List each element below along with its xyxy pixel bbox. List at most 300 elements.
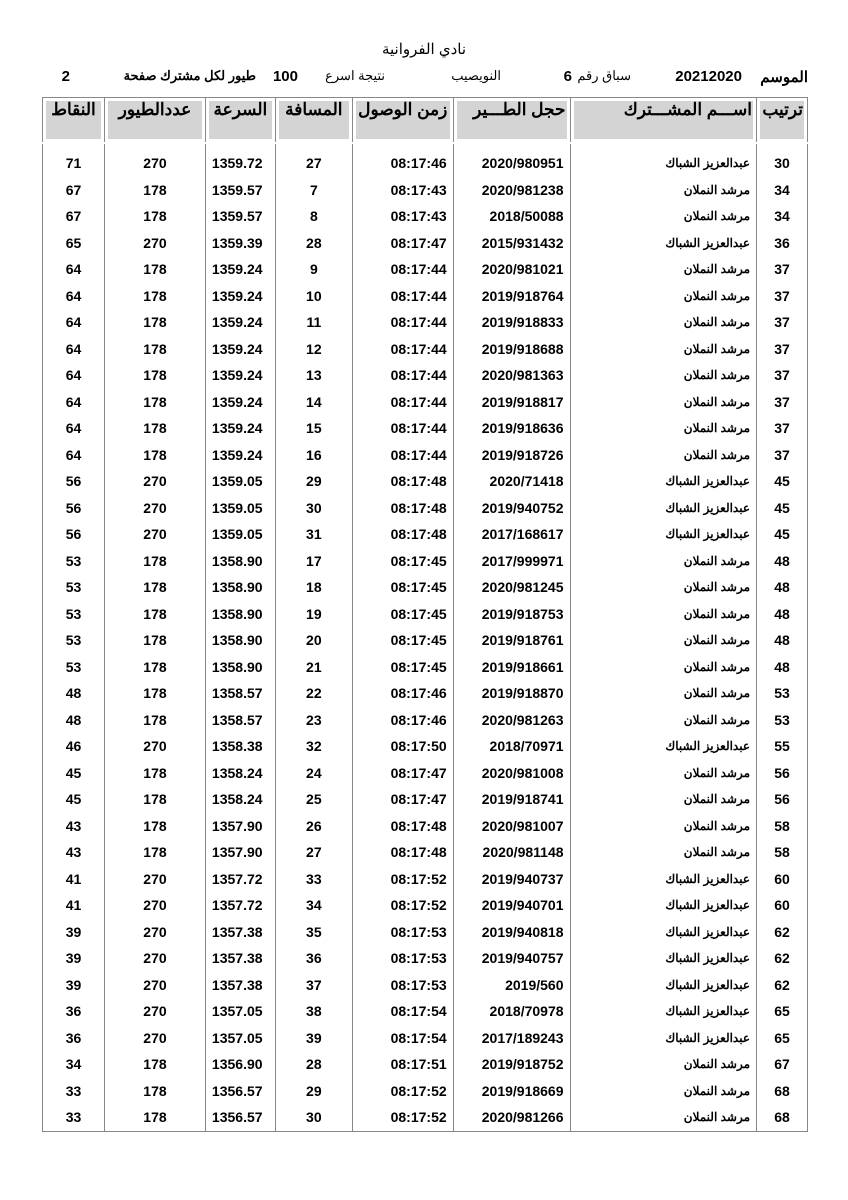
- cell-speed: 1357.05: [205, 998, 275, 1025]
- table-row: [43, 521, 808, 548]
- cell-distance: 7: [275, 177, 352, 204]
- cell-speed: 1358.90: [205, 654, 275, 681]
- cell-arrival-time: 08:17:44: [352, 256, 453, 283]
- cell-speed: 1356.90: [205, 1051, 275, 1078]
- cell-ring-number: 2018/70978: [453, 998, 570, 1025]
- cell-rank: 34: [757, 203, 808, 230]
- cell-arrival-time: 08:17:51: [352, 1051, 453, 1078]
- table-row: [43, 839, 808, 866]
- cell-points: 33: [43, 1104, 105, 1131]
- cell-speed: 1358.38: [205, 733, 275, 760]
- cell-distance: 38: [275, 998, 352, 1025]
- table-row: [43, 415, 808, 442]
- cell-bird-count: 178: [105, 203, 206, 230]
- cell-ring-number: 2019/918636: [453, 415, 570, 442]
- header-arrival-time: زمن الوصول: [352, 98, 453, 144]
- fastest-label: نتيجة اسرع: [325, 68, 385, 83]
- table-row: [43, 786, 808, 813]
- cell-member-name: مرشد النملان: [570, 839, 757, 866]
- table-row: [43, 654, 808, 681]
- cell-speed: 1359.05: [205, 495, 275, 522]
- cell-bird-count: 178: [105, 256, 206, 283]
- cell-speed: 1356.57: [205, 1104, 275, 1131]
- cell-member-name: مرشد النملان: [570, 336, 757, 363]
- cell-points: 39: [43, 972, 105, 999]
- cell-ring-number: 2020/981363: [453, 362, 570, 389]
- cell-member-name: عبدالعزيز الشباك: [570, 998, 757, 1025]
- cell-bird-count: 178: [105, 707, 206, 734]
- header-rank: ترتيب: [757, 98, 808, 144]
- cell-arrival-time: 08:17:50: [352, 733, 453, 760]
- cell-ring-number: 2020/981245: [453, 574, 570, 601]
- cell-points: 39: [43, 945, 105, 972]
- cell-points: 36: [43, 998, 105, 1025]
- cell-points: 33: [43, 1078, 105, 1105]
- cell-arrival-time: 08:17:52: [352, 866, 453, 893]
- cell-distance: 30: [275, 1104, 352, 1131]
- cell-member-name: مرشد النملان: [570, 177, 757, 204]
- cell-distance: 28: [275, 230, 352, 257]
- cell-points: 64: [43, 309, 105, 336]
- cell-rank: 37: [757, 362, 808, 389]
- cell-ring-number: 2019/940757: [453, 945, 570, 972]
- cell-points: 36: [43, 1025, 105, 1052]
- cell-speed: 1359.05: [205, 521, 275, 548]
- club-title: نادي الفروانية: [381, 41, 467, 58]
- cell-rank: 62: [757, 919, 808, 946]
- cell-speed: 1358.90: [205, 627, 275, 654]
- cell-speed: 1358.24: [205, 786, 275, 813]
- table-row: [43, 1078, 808, 1105]
- cell-member-name: مرشد النملان: [570, 786, 757, 813]
- cell-speed: 1359.24: [205, 256, 275, 283]
- cell-member-name: عبدالعزيز الشباك: [570, 495, 757, 522]
- cell-ring-number: 2019/918752: [453, 1051, 570, 1078]
- cell-points: 71: [43, 143, 105, 177]
- cell-rank: 34: [757, 177, 808, 204]
- cell-speed: 1358.24: [205, 760, 275, 787]
- cell-arrival-time: 08:17:44: [352, 415, 453, 442]
- table-row: [43, 733, 808, 760]
- cell-ring-number: 2019/940752: [453, 495, 570, 522]
- cell-bird-count: 178: [105, 336, 206, 363]
- cell-rank: 56: [757, 760, 808, 787]
- cell-ring-number: 2019/918817: [453, 389, 570, 416]
- cell-arrival-time: 08:17:45: [352, 601, 453, 628]
- cell-speed: 1357.72: [205, 892, 275, 919]
- cell-member-name: مرشد النملان: [570, 415, 757, 442]
- cell-bird-count: 270: [105, 521, 206, 548]
- cell-member-name: مرشد النملان: [570, 574, 757, 601]
- cell-arrival-time: 08:17:48: [352, 468, 453, 495]
- header-speed: السرعة: [205, 98, 275, 144]
- cell-member-name: مرشد النملان: [570, 389, 757, 416]
- cell-points: 53: [43, 574, 105, 601]
- cell-distance: 12: [275, 336, 352, 363]
- table-row: [43, 230, 808, 257]
- cell-bird-count: 178: [105, 760, 206, 787]
- cell-arrival-time: 08:17:47: [352, 786, 453, 813]
- cell-speed: 1359.24: [205, 389, 275, 416]
- cell-distance: 36: [275, 945, 352, 972]
- table-row: [43, 1051, 808, 1078]
- table-row: [43, 866, 808, 893]
- cell-arrival-time: 08:17:44: [352, 362, 453, 389]
- season-label: الموسم: [760, 69, 808, 86]
- table-row: [43, 1025, 808, 1052]
- table-row: [43, 945, 808, 972]
- cell-member-name: مرشد النملان: [570, 707, 757, 734]
- table-row: [43, 362, 808, 389]
- cell-distance: 30: [275, 495, 352, 522]
- cell-rank: 60: [757, 866, 808, 893]
- cell-arrival-time: 08:17:47: [352, 230, 453, 257]
- cell-ring-number: 2020/71418: [453, 468, 570, 495]
- cell-bird-count: 270: [105, 892, 206, 919]
- cell-bird-count: 270: [105, 495, 206, 522]
- cell-member-name: مرشد النملان: [570, 283, 757, 310]
- cell-bird-count: 178: [105, 548, 206, 575]
- header-ring-number: حجل الطـــير: [453, 98, 570, 144]
- cell-points: 65: [43, 230, 105, 257]
- table-row: [43, 892, 808, 919]
- cell-rank: 37: [757, 283, 808, 310]
- cell-rank: 65: [757, 1025, 808, 1052]
- table-row: [43, 601, 808, 628]
- cell-ring-number: 2020/981148: [453, 839, 570, 866]
- cell-points: 39: [43, 919, 105, 946]
- cell-member-name: عبدالعزيز الشباك: [570, 972, 757, 999]
- cell-bird-count: 270: [105, 230, 206, 257]
- cell-speed: 1359.24: [205, 309, 275, 336]
- cell-distance: 18: [275, 574, 352, 601]
- header-member-name: اســـم المشـــترك: [570, 98, 757, 144]
- cell-rank: 45: [757, 521, 808, 548]
- cell-arrival-time: 08:17:48: [352, 813, 453, 840]
- cell-speed: 1359.57: [205, 177, 275, 204]
- cell-arrival-time: 08:17:46: [352, 143, 453, 177]
- cell-arrival-time: 08:17:53: [352, 919, 453, 946]
- cell-distance: 29: [275, 1078, 352, 1105]
- cell-points: 64: [43, 336, 105, 363]
- cell-distance: 10: [275, 283, 352, 310]
- cell-distance: 22: [275, 680, 352, 707]
- cell-ring-number: 2019/918661: [453, 654, 570, 681]
- cell-distance: 32: [275, 733, 352, 760]
- cell-ring-number: 2020/981263: [453, 707, 570, 734]
- cell-bird-count: 178: [105, 389, 206, 416]
- cell-points: 41: [43, 892, 105, 919]
- cell-distance: 11: [275, 309, 352, 336]
- cell-member-name: عبدالعزيز الشباك: [570, 230, 757, 257]
- cell-speed: 1359.72: [205, 143, 275, 177]
- page-number: 2: [61, 68, 70, 85]
- cell-member-name: عبدالعزيز الشباك: [570, 521, 757, 548]
- cell-distance: 29: [275, 468, 352, 495]
- cell-distance: 31: [275, 521, 352, 548]
- cell-bird-count: 270: [105, 998, 206, 1025]
- cell-bird-count: 178: [105, 786, 206, 813]
- cell-member-name: مرشد النملان: [570, 309, 757, 336]
- cell-ring-number: 2019/918726: [453, 442, 570, 469]
- cell-points: 64: [43, 362, 105, 389]
- table-row: [43, 336, 808, 363]
- cell-speed: 1358.90: [205, 601, 275, 628]
- cell-distance: 33: [275, 866, 352, 893]
- table-row: [43, 813, 808, 840]
- table-row: [43, 442, 808, 469]
- cell-arrival-time: 08:17:44: [352, 309, 453, 336]
- cell-distance: 9: [275, 256, 352, 283]
- cell-ring-number: 2017/168617: [453, 521, 570, 548]
- cell-points: 64: [43, 389, 105, 416]
- cell-member-name: مرشد النملان: [570, 203, 757, 230]
- cell-distance: 37: [275, 972, 352, 999]
- cell-ring-number: 2020/981266: [453, 1104, 570, 1131]
- cell-bird-count: 178: [105, 1078, 206, 1105]
- race-label: سباق رقم: [577, 68, 631, 83]
- cell-ring-number: 2019/918688: [453, 336, 570, 363]
- cell-arrival-time: 08:17:53: [352, 945, 453, 972]
- cell-member-name: مرشد النملان: [570, 601, 757, 628]
- cell-member-name: عبدالعزيز الشباك: [570, 143, 757, 177]
- cell-distance: 35: [275, 919, 352, 946]
- cell-arrival-time: 08:17:45: [352, 574, 453, 601]
- cell-distance: 25: [275, 786, 352, 813]
- cell-speed: 1357.90: [205, 813, 275, 840]
- race-name: النويصيب: [451, 68, 501, 83]
- cell-arrival-time: 08:17:48: [352, 521, 453, 548]
- cell-points: 45: [43, 760, 105, 787]
- cell-member-name: عبدالعزيز الشباك: [570, 866, 757, 893]
- cell-arrival-time: 08:17:54: [352, 998, 453, 1025]
- cell-arrival-time: 08:17:48: [352, 495, 453, 522]
- cell-speed: 1358.90: [205, 548, 275, 575]
- cell-distance: 14: [275, 389, 352, 416]
- cell-bird-count: 178: [105, 680, 206, 707]
- cell-bird-count: 270: [105, 919, 206, 946]
- cell-arrival-time: 08:17:44: [352, 389, 453, 416]
- cell-rank: 60: [757, 892, 808, 919]
- cell-bird-count: 178: [105, 309, 206, 336]
- cell-arrival-time: 08:17:44: [352, 283, 453, 310]
- cell-rank: 55: [757, 733, 808, 760]
- cell-rank: 53: [757, 680, 808, 707]
- cell-speed: 1357.38: [205, 945, 275, 972]
- cell-rank: 48: [757, 574, 808, 601]
- cell-bird-count: 178: [105, 627, 206, 654]
- cell-ring-number: 2019/918741: [453, 786, 570, 813]
- cell-points: 34: [43, 1051, 105, 1078]
- cell-points: 64: [43, 415, 105, 442]
- cell-arrival-time: 08:17:48: [352, 839, 453, 866]
- cell-points: 67: [43, 203, 105, 230]
- cell-distance: 27: [275, 839, 352, 866]
- cell-rank: 48: [757, 627, 808, 654]
- cell-distance: 15: [275, 415, 352, 442]
- cell-rank: 45: [757, 468, 808, 495]
- cell-distance: 17: [275, 548, 352, 575]
- cell-points: 45: [43, 786, 105, 813]
- cell-rank: 53: [757, 707, 808, 734]
- cell-speed: 1356.57: [205, 1078, 275, 1105]
- cell-points: 53: [43, 548, 105, 575]
- cell-points: 53: [43, 627, 105, 654]
- cell-distance: 13: [275, 362, 352, 389]
- cell-member-name: مرشد النملان: [570, 813, 757, 840]
- cell-bird-count: 178: [105, 654, 206, 681]
- cell-arrival-time: 08:17:46: [352, 707, 453, 734]
- cell-ring-number: 2015/931432: [453, 230, 570, 257]
- table-row: [43, 680, 808, 707]
- cell-speed: 1358.57: [205, 707, 275, 734]
- cell-points: 53: [43, 601, 105, 628]
- cell-speed: 1359.24: [205, 415, 275, 442]
- cell-rank: 37: [757, 256, 808, 283]
- race-info: [42, 68, 808, 92]
- cell-ring-number: 2017/999971: [453, 548, 570, 575]
- cell-points: 56: [43, 495, 105, 522]
- cell-ring-number: 2020/981007: [453, 813, 570, 840]
- cell-points: 67: [43, 177, 105, 204]
- cell-rank: 65: [757, 998, 808, 1025]
- cell-rank: 30: [757, 143, 808, 177]
- cell-arrival-time: 08:17:54: [352, 1025, 453, 1052]
- cell-arrival-time: 08:17:44: [352, 442, 453, 469]
- cell-ring-number: 2019/918870: [453, 680, 570, 707]
- cell-points: 53: [43, 654, 105, 681]
- cell-points: 46: [43, 733, 105, 760]
- cell-ring-number: 2019/918761: [453, 627, 570, 654]
- cell-speed: 1359.24: [205, 336, 275, 363]
- cell-points: 56: [43, 468, 105, 495]
- cell-ring-number: 2019/940701: [453, 892, 570, 919]
- cell-rank: 37: [757, 389, 808, 416]
- cell-points: 64: [43, 442, 105, 469]
- table-row: [43, 574, 808, 601]
- results-table: [42, 97, 808, 1132]
- cell-bird-count: 178: [105, 177, 206, 204]
- cell-bird-count: 178: [105, 574, 206, 601]
- cell-member-name: مرشد النملان: [570, 1104, 757, 1131]
- cell-member-name: مرشد النملان: [570, 548, 757, 575]
- cell-rank: 68: [757, 1078, 808, 1105]
- cell-distance: 26: [275, 813, 352, 840]
- cell-member-name: مرشد النملان: [570, 680, 757, 707]
- cell-rank: 36: [757, 230, 808, 257]
- cell-bird-count: 178: [105, 1104, 206, 1131]
- cell-bird-count: 270: [105, 733, 206, 760]
- cell-distance: 34: [275, 892, 352, 919]
- cell-points: 48: [43, 707, 105, 734]
- cell-ring-number: 2019/940737: [453, 866, 570, 893]
- cell-member-name: مرشد النملان: [570, 1078, 757, 1105]
- table-row: [43, 1104, 808, 1131]
- cell-speed: 1357.38: [205, 919, 275, 946]
- cell-speed: 1359.24: [205, 362, 275, 389]
- header-points: النقاط: [43, 98, 105, 144]
- cell-rank: 58: [757, 813, 808, 840]
- fastest-value: 100: [272, 68, 298, 85]
- table-row: [43, 998, 808, 1025]
- cell-distance: 20: [275, 627, 352, 654]
- cell-ring-number: 2019/940818: [453, 919, 570, 946]
- cell-points: 64: [43, 283, 105, 310]
- cell-points: 48: [43, 680, 105, 707]
- cell-member-name: عبدالعزيز الشباك: [570, 1025, 757, 1052]
- cell-points: 43: [43, 813, 105, 840]
- cell-points: 43: [43, 839, 105, 866]
- cell-arrival-time: 08:17:43: [352, 203, 453, 230]
- cell-speed: 1357.90: [205, 839, 275, 866]
- cell-bird-count: 270: [105, 468, 206, 495]
- cell-rank: 68: [757, 1104, 808, 1131]
- cell-distance: 21: [275, 654, 352, 681]
- cell-member-name: مرشد النملان: [570, 1051, 757, 1078]
- cell-bird-count: 178: [105, 839, 206, 866]
- cell-arrival-time: 08:17:43: [352, 177, 453, 204]
- table-row: [43, 203, 808, 230]
- cell-arrival-time: 08:17:45: [352, 627, 453, 654]
- cell-distance: 19: [275, 601, 352, 628]
- cell-bird-count: 178: [105, 1051, 206, 1078]
- cell-distance: 28: [275, 1051, 352, 1078]
- cell-distance: 16: [275, 442, 352, 469]
- cell-speed: 1359.05: [205, 468, 275, 495]
- cell-rank: 58: [757, 839, 808, 866]
- cell-rank: 48: [757, 601, 808, 628]
- cell-member-name: مرشد النملان: [570, 627, 757, 654]
- cell-arrival-time: 08:17:45: [352, 548, 453, 575]
- cell-rank: 67: [757, 1051, 808, 1078]
- cell-ring-number: 2020/981008: [453, 760, 570, 787]
- cell-member-name: عبدالعزيز الشباك: [570, 945, 757, 972]
- cell-speed: 1357.72: [205, 866, 275, 893]
- cell-member-name: مرشد النملان: [570, 256, 757, 283]
- cell-arrival-time: 08:17:53: [352, 972, 453, 999]
- cell-ring-number: 2019/918833: [453, 309, 570, 336]
- table-row: [43, 548, 808, 575]
- table-row: [43, 972, 808, 999]
- cell-rank: 37: [757, 415, 808, 442]
- cell-arrival-time: 08:17:52: [352, 1104, 453, 1131]
- cell-member-name: مرشد النملان: [570, 442, 757, 469]
- cell-ring-number: 2020/981021: [453, 256, 570, 283]
- table-row: [43, 627, 808, 654]
- cell-distance: 23: [275, 707, 352, 734]
- cell-arrival-time: 08:17:52: [352, 892, 453, 919]
- cell-rank: 37: [757, 309, 808, 336]
- cell-distance: 8: [275, 203, 352, 230]
- cell-arrival-time: 08:17:52: [352, 1078, 453, 1105]
- header-bird-count: عددالطيور: [105, 98, 206, 144]
- cell-ring-number: 2018/50088: [453, 203, 570, 230]
- cell-rank: 48: [757, 548, 808, 575]
- cell-member-name: عبدالعزيز الشباك: [570, 468, 757, 495]
- per-label: طيور لكل مشترك صفحة: [123, 68, 256, 83]
- cell-bird-count: 270: [105, 945, 206, 972]
- cell-rank: 37: [757, 336, 808, 363]
- cell-speed: 1357.38: [205, 972, 275, 999]
- cell-member-name: مرشد النملان: [570, 654, 757, 681]
- cell-speed: 1359.24: [205, 442, 275, 469]
- cell-bird-count: 270: [105, 972, 206, 999]
- table-row: [43, 760, 808, 787]
- cell-bird-count: 178: [105, 283, 206, 310]
- cell-rank: 62: [757, 945, 808, 972]
- cell-member-name: عبدالعزيز الشباك: [570, 892, 757, 919]
- cell-ring-number: 2020/981238: [453, 177, 570, 204]
